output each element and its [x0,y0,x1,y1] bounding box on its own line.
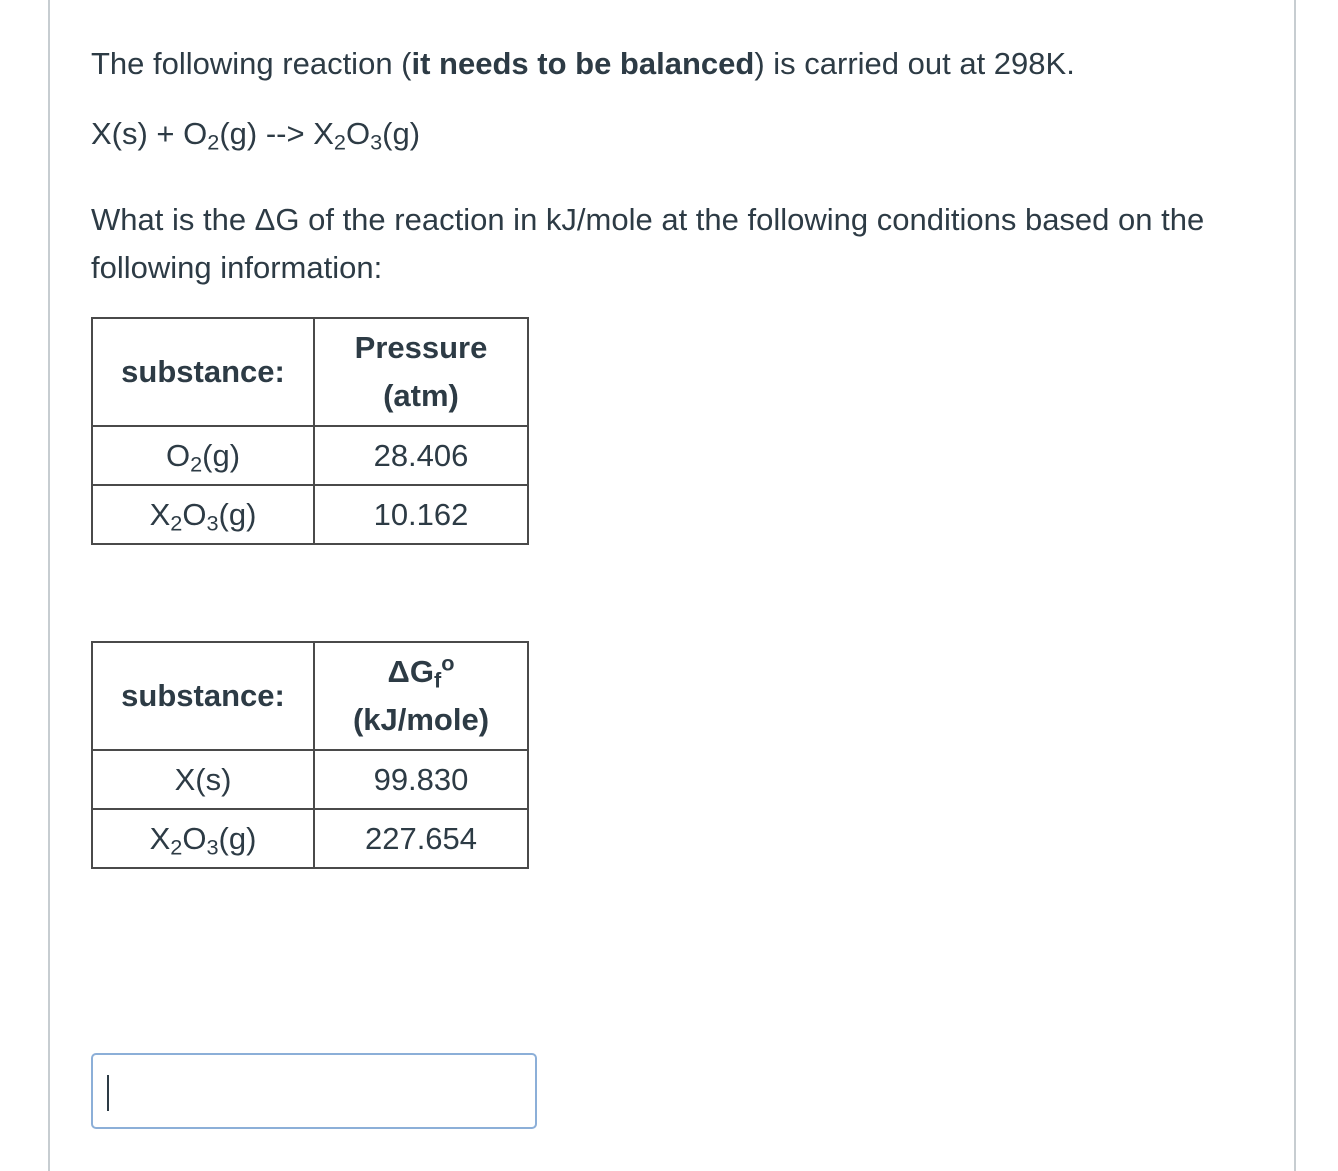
table-header-row [92,318,528,426]
formula-sub: 2 [190,450,203,476]
table-row [92,426,528,485]
header-line2: (atm) [383,378,459,413]
question-content [91,40,1261,869]
header-substance: substance: [92,642,314,750]
value-cell: 227.654 [314,809,528,868]
substance-cell [92,750,314,809]
eq-product: O [345,116,371,151]
substance-cell [92,485,314,544]
intro-bold-text: it needs to be balanced [411,46,755,81]
gibbs-energy-table [91,641,529,869]
formula-state: (g) [218,496,257,532]
formula-part: O [182,496,207,532]
table-row [92,485,528,544]
eq-reactant: X(s) + O [91,116,208,151]
eq-arrow: (g) --> X [219,116,334,151]
intro-text-end: ) is carried out at 298K. [754,46,1075,81]
reaction-equation [91,110,1261,158]
header-pressure [314,318,528,426]
header-line1: ΔG [387,654,434,689]
substance-cell [92,809,314,868]
formula-part: O [165,437,191,473]
table-header-row [92,642,528,750]
header-substance: substance: [92,318,314,426]
text-cursor [107,1075,109,1111]
pressure-table [91,317,529,545]
formula-part: O [182,820,207,856]
question-intro [91,40,1261,88]
formula-part: X [149,496,171,532]
formula-sub: 3 [206,509,219,535]
formula-part: X [149,820,171,856]
value-cell: 99.830 [314,750,528,809]
table-row [92,750,528,809]
formula-sub: 2 [170,833,183,859]
formula-state: (g) [218,820,257,856]
eq-sub: 3 [370,129,383,155]
substance-cell [92,426,314,485]
eq-state: (g) [382,116,421,151]
formula-part: X(s) [174,761,232,797]
table-row [92,809,528,868]
eq-sub: 2 [333,129,346,155]
header-line2: (kJ/mole) [352,702,490,737]
eq-sub: 2 [207,129,220,155]
header-gibbs [314,642,528,750]
header-line1: Pressure [354,330,488,365]
value-cell: 28.406 [314,426,528,485]
answer-input[interactable] [91,1053,537,1129]
header-sup: o [441,650,455,676]
value-cell: 10.162 [314,485,528,544]
formula-state: (g) [202,437,241,473]
question-prompt: What is the ΔG of the reaction in kJ/mole at the following conditions based on the following information: [91,202,1205,285]
formula-sub: 2 [170,509,183,535]
formula-sub: 3 [206,833,219,859]
header-sub: f [433,667,442,693]
intro-text-start: The following reaction ( [91,46,412,81]
